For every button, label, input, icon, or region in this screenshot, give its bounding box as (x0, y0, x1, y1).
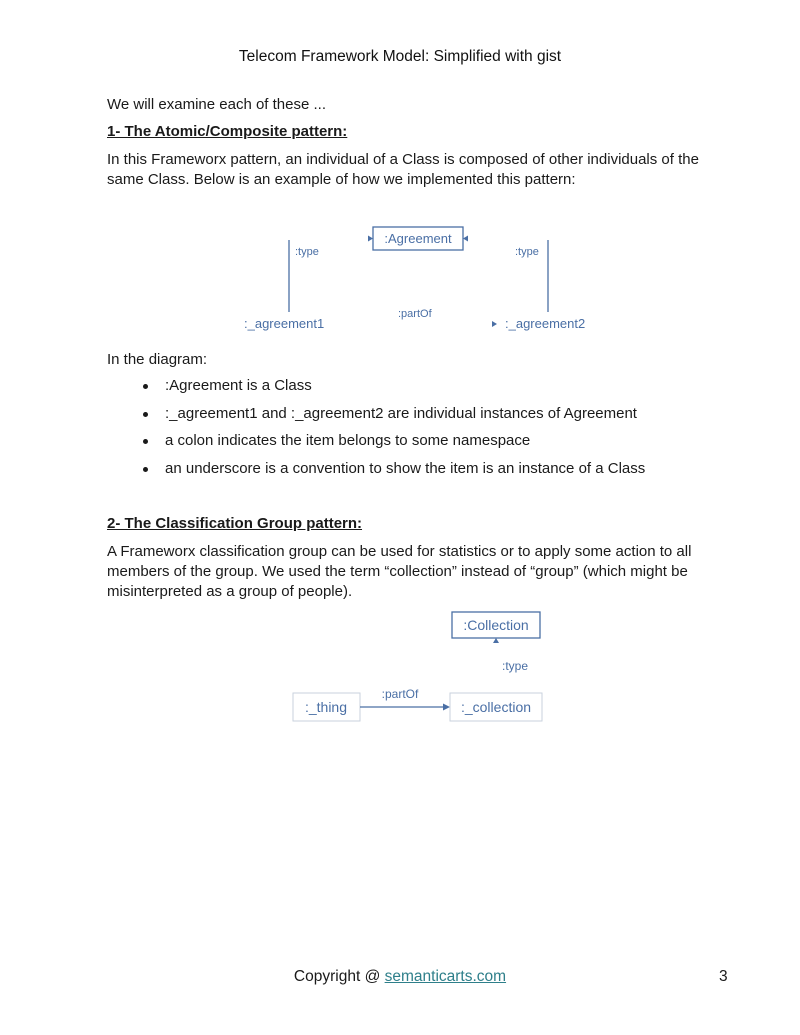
arrowhead-left-icon (368, 236, 373, 242)
section1-paragraph: In this Frameworx pattern, an individual of a Class is composed of other individuals of the same Class. Below is an example of how we implemented this pattern: (107, 151, 699, 188)
part-of-label: :partOf (398, 308, 432, 320)
collection-type-label: :type (502, 659, 529, 673)
agreement1-instance-label: :_agreement1 (244, 316, 325, 331)
part-of-label: :partOf (381, 687, 419, 701)
section2-heading: 2- The Classification Group pattern: (107, 515, 363, 532)
diagram-list-intro: In the diagram: (107, 351, 208, 368)
classification-group-diagram (290, 605, 550, 725)
semanticarts-link[interactable]: semanticarts.com (384, 968, 507, 985)
atomic-composite-diagram (230, 215, 610, 340)
collection-instance-label: :_collection (460, 699, 532, 715)
diagram-bullet-list (107, 376, 645, 486)
collection-class-label: :Collection (463, 617, 529, 633)
section2-paragraph: A Frameworx classification group can be used for statistics or to apply some action to all members of the group. We used the term “collection” instead of “group” (which might be misinterpreted as a group of people). (107, 543, 692, 600)
part-of-arrowhead-icon (443, 704, 450, 711)
list-item: :_agreement1 and :_agreement2 are individual instances of Agreement (107, 404, 645, 432)
agreement2-instance-label: :_agreement2 (505, 316, 586, 331)
intro-text: We will examine each of these ... (107, 96, 326, 113)
type-label-left: :type (295, 246, 319, 258)
thing-node-label: :_thing (304, 699, 348, 715)
section1-heading: 1- The Atomic/Composite pattern: (107, 123, 348, 140)
list-item: :Agreement is a Class (107, 376, 645, 404)
type-arrowhead-icon (493, 638, 499, 643)
list-item: a colon indicates the item belongs to some namespace (107, 431, 645, 459)
part-of-arrowhead-icon (492, 321, 497, 327)
copyright-prefix: Copyright @ (293, 968, 385, 985)
footer-copyright (0, 968, 800, 986)
type-label-right: :type (515, 246, 539, 258)
list-item: an underscore is a convention to show the item is an instance of a Class (107, 459, 645, 487)
page-header-title: Telecom Framework Model: Simplified with gist (238, 48, 562, 65)
agreement-class-label: :Agreement (384, 231, 452, 246)
page-number: 3 (719, 968, 728, 985)
arrowhead-right-icon (463, 236, 468, 242)
